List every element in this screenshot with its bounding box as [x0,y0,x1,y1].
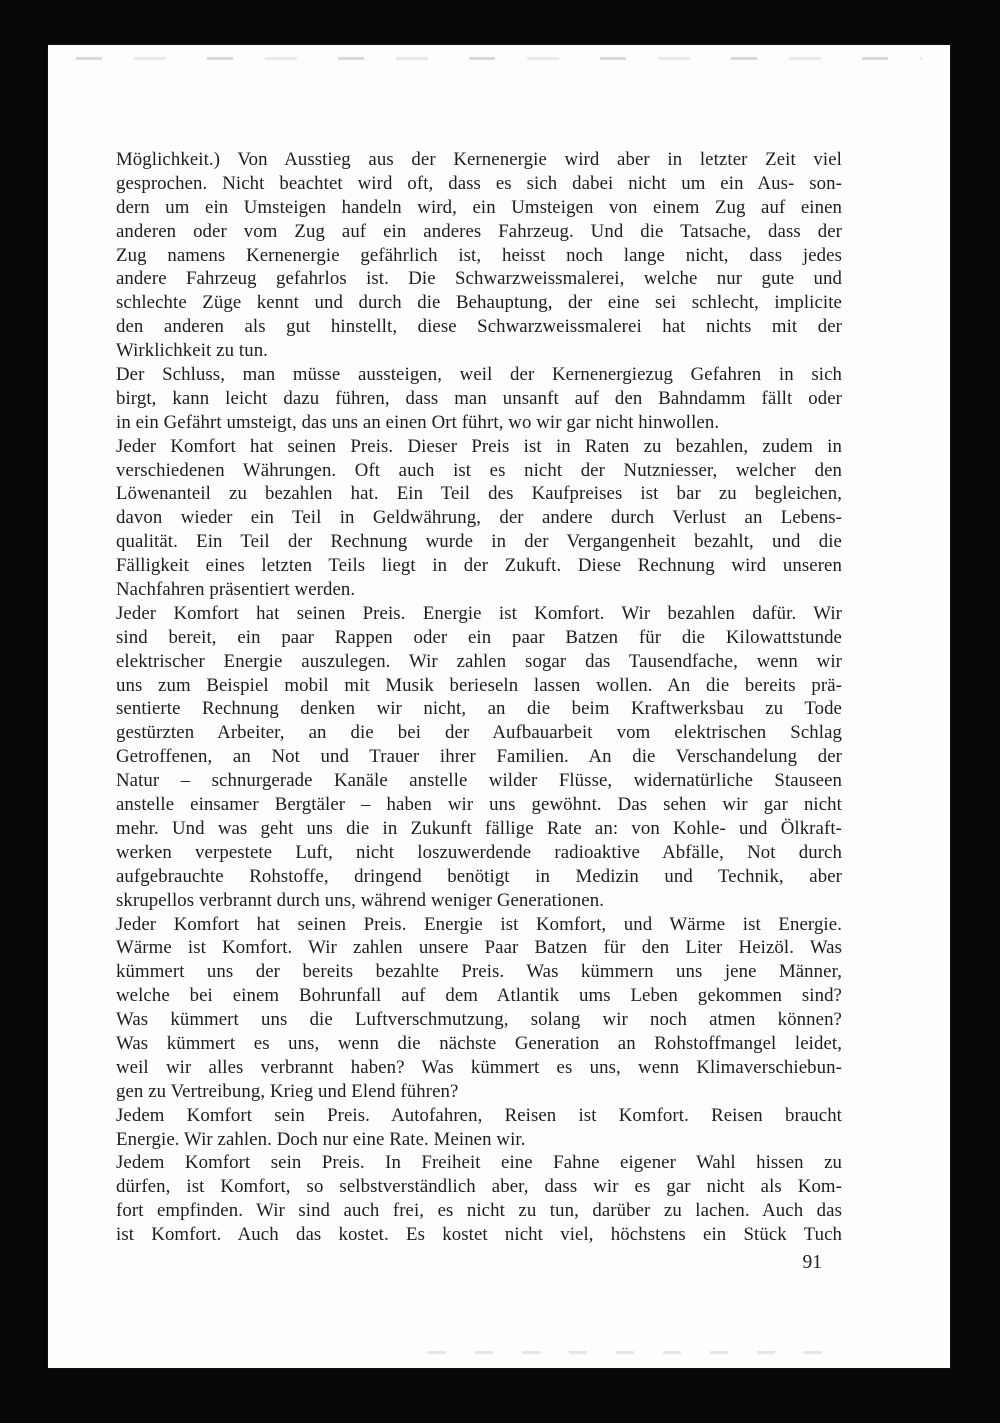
text-line: Löwenanteil zu bezahlen hat. Ein Teil des Kaufpreises ist bar zu begleichen, [116,483,842,505]
scan-artifact-bottom-line [428,1351,828,1354]
text-line: Der Schluss, man müsse aussteigen, weil der Kernenergiezug Gefahren in sich [116,364,842,386]
text-line: den anderen als gut hinstellt, diese Schwarzweissmalerei hat nichts mit der [116,316,842,338]
text-line: Möglichkeit.) Von Ausstieg aus der Kernenergie wird aber in letzter Zeit viel [116,149,842,170]
text-line: anderen oder vom Zug auf ein anderes Fahrzeug. Und die Tatsache, dass der [116,220,842,242]
text-line: anstelle einsamer Bergtäler – haben wir uns gewöhnt. Das sehen wir gar nicht [116,794,842,816]
text-line: andere Fahrzeug gefahrlos ist. Die Schwarzweissmalerei, welche nur gute und [116,268,842,290]
text-line: elektrischer Energie auszulegen. Wir zahlen sogar das Tausendfache, wenn wir [116,650,842,672]
text-line: Nachfahren präsentiert werden. [116,579,356,601]
text-line: welche bei einem Bohrunfall auf dem Atlantik ums Leben gekommen sind? [116,985,842,1007]
text-line: schlechte Züge kennt und durch die Behauptung, der eine sei schlecht, implicite [116,292,842,314]
text-line: Getroffenen, an Not und Trauer ihrer Familien. An die Verschandelung der [116,746,842,768]
text-line: Wirklichkeit zu tun. [116,340,268,362]
text-line: Jeder Komfort hat seinen Preis. Dieser Preis ist in Raten zu bezahlen, zudem in [116,435,842,457]
text-line: gen zu Vertreibung, Krieg und Elend führen? [116,1080,459,1102]
text-line: Was kümmert uns die Luftverschmutzung, solang wir noch atmen können? [116,1009,842,1031]
text-line: gesprochen. Nicht beachtet wird oft, dass es sich dabei nicht um ein Aus- son- [116,172,842,194]
text-line: in ein Gefährt umsteigt, das uns an einen Ort führt, wo wir gar nicht hinwollen. [116,411,720,433]
text-line: werken verpestete Luft, nicht loszuwerdende radioaktive Abfälle, Not durch [116,841,842,863]
scan-artifact-top-line [76,57,922,60]
text-line: sind bereit, ein paar Rappen oder ein paar Batzen für die Kilowattstunde [116,626,842,648]
text-line: Was kümmert es uns, wenn die nächste Generation an Rohstoffmangel leidet, [116,1032,842,1054]
text-line: Energie. Wir zahlen. Doch nur eine Rate. Meinen wir. [116,1128,526,1150]
text-line: sentierte Rechnung denken wir nicht, an die beim Kraftwerksbau zu Tode [116,698,842,720]
text-line: birgt, kann leicht dazu führen, dass man unsanft auf den Bahndamm fällt oder [116,387,842,409]
text-line: ist Komfort. Auch das kostet. Es kostet nicht viel, höchstens ein Stück Tuch [116,1224,842,1246]
text-line: Natur – schnurgerade Kanäle anstelle wilder Flüsse, widernatürliche Stauseen [116,770,842,792]
text-line: kümmert uns der bereits bezahlte Preis. Was kümmern uns jene Männer, [116,961,842,983]
text-line: Fälligkeit eines letzten Teils liegt in der Zukuft. Diese Rechnung wird unseren [116,555,842,577]
text-line: qualität. Ein Teil der Rechnung wurde in der Vergangenheit bezahlt, und die [116,531,842,553]
text-line: uns zum Beispiel mobil mit Musik berieseln lassen wollen. An die bereits prä- [116,674,842,696]
page-number: 91 [802,1252,822,1273]
text-line: Zug namens Kernenergie gefährlich ist, heisst noch lange nicht, dass jedes [116,244,842,266]
text-line: Jedem Komfort sein Preis. In Freiheit eine Fahne eigener Wahl hissen zu [116,1152,842,1174]
text-line: Jeder Komfort hat seinen Preis. Energie ist Komfort. Wir bezahlen dafür. Wir [116,602,842,624]
text-line: fort empfinden. Wir sind auch frei, es nicht zu tun, darüber zu lachen. Auch das [116,1200,842,1222]
text-line: Jedem Komfort sein Preis. Autofahren, Reisen ist Komfort. Reisen braucht [116,1104,842,1126]
body-text-block [116,148,842,1247]
text-line: aufgebrauchte Rohstoffe, dringend benötigt in Medizin und Technik, aber [116,865,842,887]
text-line: dern um ein Umsteigen handeln wird, ein Umsteigen von einem Zug auf einen [116,196,842,218]
book-page [48,45,950,1368]
text-line: Jeder Komfort hat seinen Preis. Energie ist Komfort, und Wärme ist Energie. [116,913,842,935]
text-line: mehr. Und was geht uns die in Zukunft fällige Rate an: von Kohle- und Ölkraft- [116,817,842,839]
text-line: dürfen, ist Komfort, so selbstverständlich aber, dass wir es gar nicht als Kom- [116,1176,842,1198]
text-line: davon wieder ein Teil in Geldwährung, der andere durch Verlust an Lebens- [116,507,842,529]
text-line: weil wir alles verbrannt haben? Was kümmert es uns, wenn Klimaverschiebun- [116,1056,842,1078]
text-line: Wärme ist Komfort. Wir zahlen unsere Paar Batzen für den Liter Heizöl. Was [116,937,842,959]
text-line: verschiedenen Währungen. Oft auch ist es nicht der Nutzniesser, welcher den [116,459,842,481]
text-line: gestürzten Arbeiter, an die bei der Aufbauarbeit vom elektrischen Schlag [116,722,842,744]
text-line: skrupellos verbrannt durch uns, während weniger Generationen. [116,889,604,911]
